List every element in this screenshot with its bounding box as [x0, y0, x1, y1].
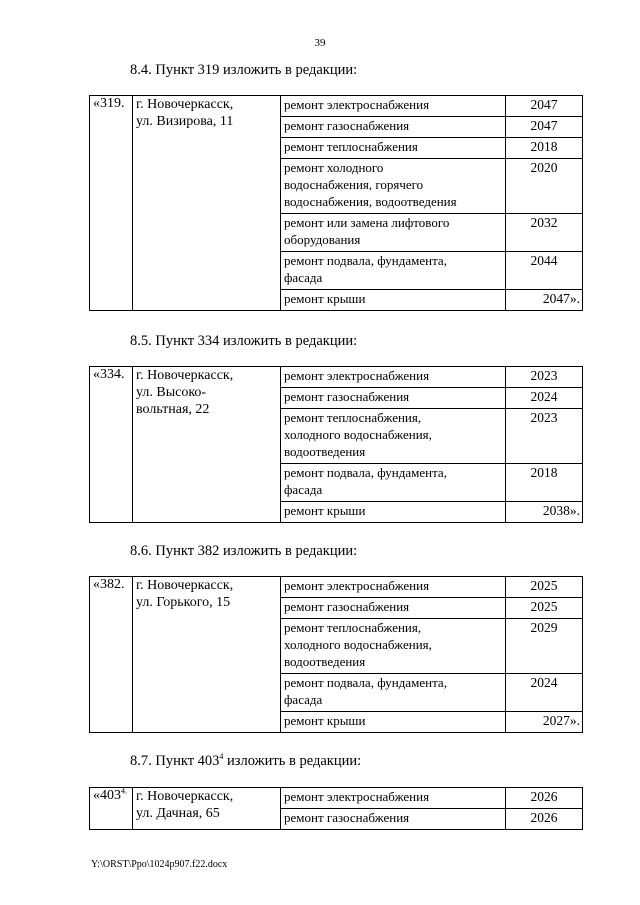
year-cell: 2047». — [506, 290, 583, 311]
work-line: ремонт холодного — [284, 160, 384, 175]
work-cell: ремонт электроснабжения — [281, 96, 506, 117]
section-heading-8-5: 8.5. Пункт 334 изложить в редакции: — [130, 333, 358, 349]
year-cell: 2025 — [506, 598, 583, 619]
year-cell: 2032 — [506, 214, 583, 252]
year-cell: 2018 — [506, 138, 583, 159]
year-cell: 2025 — [506, 577, 583, 598]
work-line: ремонт теплоснабжения, — [284, 620, 422, 635]
work-line: ремонт подвала, фундамента, — [284, 465, 447, 480]
work-cell — [281, 214, 506, 252]
table-row — [90, 577, 583, 598]
work-cell: ремонт газоснабжения — [281, 598, 506, 619]
work-cell — [281, 159, 506, 214]
work-cell: ремонт электроснабжения — [281, 367, 506, 388]
item-number-text: «403 — [93, 788, 121, 803]
table-item-382 — [89, 576, 583, 733]
address-street-cont: вольтная, 22 — [136, 402, 210, 417]
work-cell — [281, 619, 506, 674]
table-item-319 — [89, 95, 583, 311]
year-cell: 2026 — [506, 809, 583, 830]
work-line: водоснабжения, водоотведения — [284, 194, 457, 209]
year-cell: 2018 — [506, 464, 583, 502]
year-cell: 2023 — [506, 409, 583, 464]
address-city: г. Новочеркасск, — [136, 368, 234, 383]
table-row — [90, 96, 583, 117]
address-city: г. Новочеркасск, — [136, 578, 234, 593]
heading-text: изложить в редакции: — [223, 753, 362, 769]
work-line: водоотведения — [284, 654, 366, 669]
work-line: водоснабжения, горячего — [284, 177, 424, 192]
item-number-superscript: 4. — [121, 786, 127, 796]
year-cell: 2029 — [506, 619, 583, 674]
year-cell: 2047 — [506, 96, 583, 117]
address-street: ул. Дачная, 65 — [136, 806, 220, 821]
work-cell: ремонт электроснабжения — [281, 788, 506, 809]
work-cell — [281, 252, 506, 290]
work-cell — [281, 409, 506, 464]
work-cell: ремонт газоснабжения — [281, 117, 506, 138]
work-line: холодного водоснабжения, — [284, 637, 432, 652]
address-cell — [133, 577, 281, 733]
year-cell: 2023 — [506, 367, 583, 388]
table-row — [90, 788, 583, 809]
address-city: г. Новочеркасск, — [136, 97, 234, 112]
work-cell: ремонт теплоснабжения — [281, 138, 506, 159]
work-line: фасада — [284, 482, 323, 497]
work-cell: ремонт газоснабжения — [281, 388, 506, 409]
address-city: г. Новочеркасск, — [136, 789, 234, 804]
year-cell: 2024 — [506, 674, 583, 712]
section-heading-8-4: 8.4. Пункт 319 изложить в редакции: — [130, 62, 358, 78]
heading-text: 8.7. Пункт 403 — [130, 753, 220, 769]
section-heading-8-6: 8.6. Пункт 382 изложить в редакции: — [130, 543, 358, 559]
work-line: оборудования — [284, 232, 361, 247]
section-heading-8-7 — [130, 753, 361, 770]
address-cell — [133, 367, 281, 523]
year-cell: 2027». — [506, 712, 583, 733]
work-cell — [281, 674, 506, 712]
address-street: ул. Высоко- — [136, 385, 207, 400]
work-line: холодного водоснабжения, — [284, 427, 432, 442]
year-cell: 2047 — [506, 117, 583, 138]
item-number: «382. — [90, 577, 133, 733]
page-number: 39 — [314, 37, 326, 49]
work-line: ремонт теплоснабжения, — [284, 410, 422, 425]
work-line: ремонт подвала, фундамента, — [284, 675, 447, 690]
work-cell: ремонт электроснабжения — [281, 577, 506, 598]
year-cell: 2026 — [506, 788, 583, 809]
work-line: фасада — [284, 692, 323, 707]
year-cell: 2044 — [506, 252, 583, 290]
address-street: ул. Визирова, 11 — [136, 114, 234, 129]
address-cell — [133, 788, 281, 830]
work-cell: ремонт газоснабжения — [281, 809, 506, 830]
year-cell: 2038». — [506, 502, 583, 523]
work-cell: ремонт крыши — [281, 290, 506, 311]
table-item-403-4 — [89, 787, 583, 830]
address-cell — [133, 96, 281, 311]
item-number: «334. — [90, 367, 133, 523]
work-line: ремонт подвала, фундамента, — [284, 253, 447, 268]
item-number: «319. — [90, 96, 133, 311]
work-cell: ремонт крыши — [281, 712, 506, 733]
table-item-334 — [89, 366, 583, 523]
work-line: водоотведения — [284, 444, 366, 459]
year-cell: 2020 — [506, 159, 583, 214]
file-path-footer: Y:\ORST\Ppo\1024p907.f22.docx — [91, 859, 228, 870]
work-line: ремонт или замена лифтового — [284, 215, 450, 230]
heading-superscript: 4 — [219, 752, 224, 762]
address-street: ул. Горького, 15 — [136, 595, 231, 610]
work-line: фасада — [284, 270, 323, 285]
item-number — [90, 788, 133, 830]
work-cell — [281, 464, 506, 502]
table-row — [90, 367, 583, 388]
year-cell: 2024 — [506, 388, 583, 409]
work-cell: ремонт крыши — [281, 502, 506, 523]
